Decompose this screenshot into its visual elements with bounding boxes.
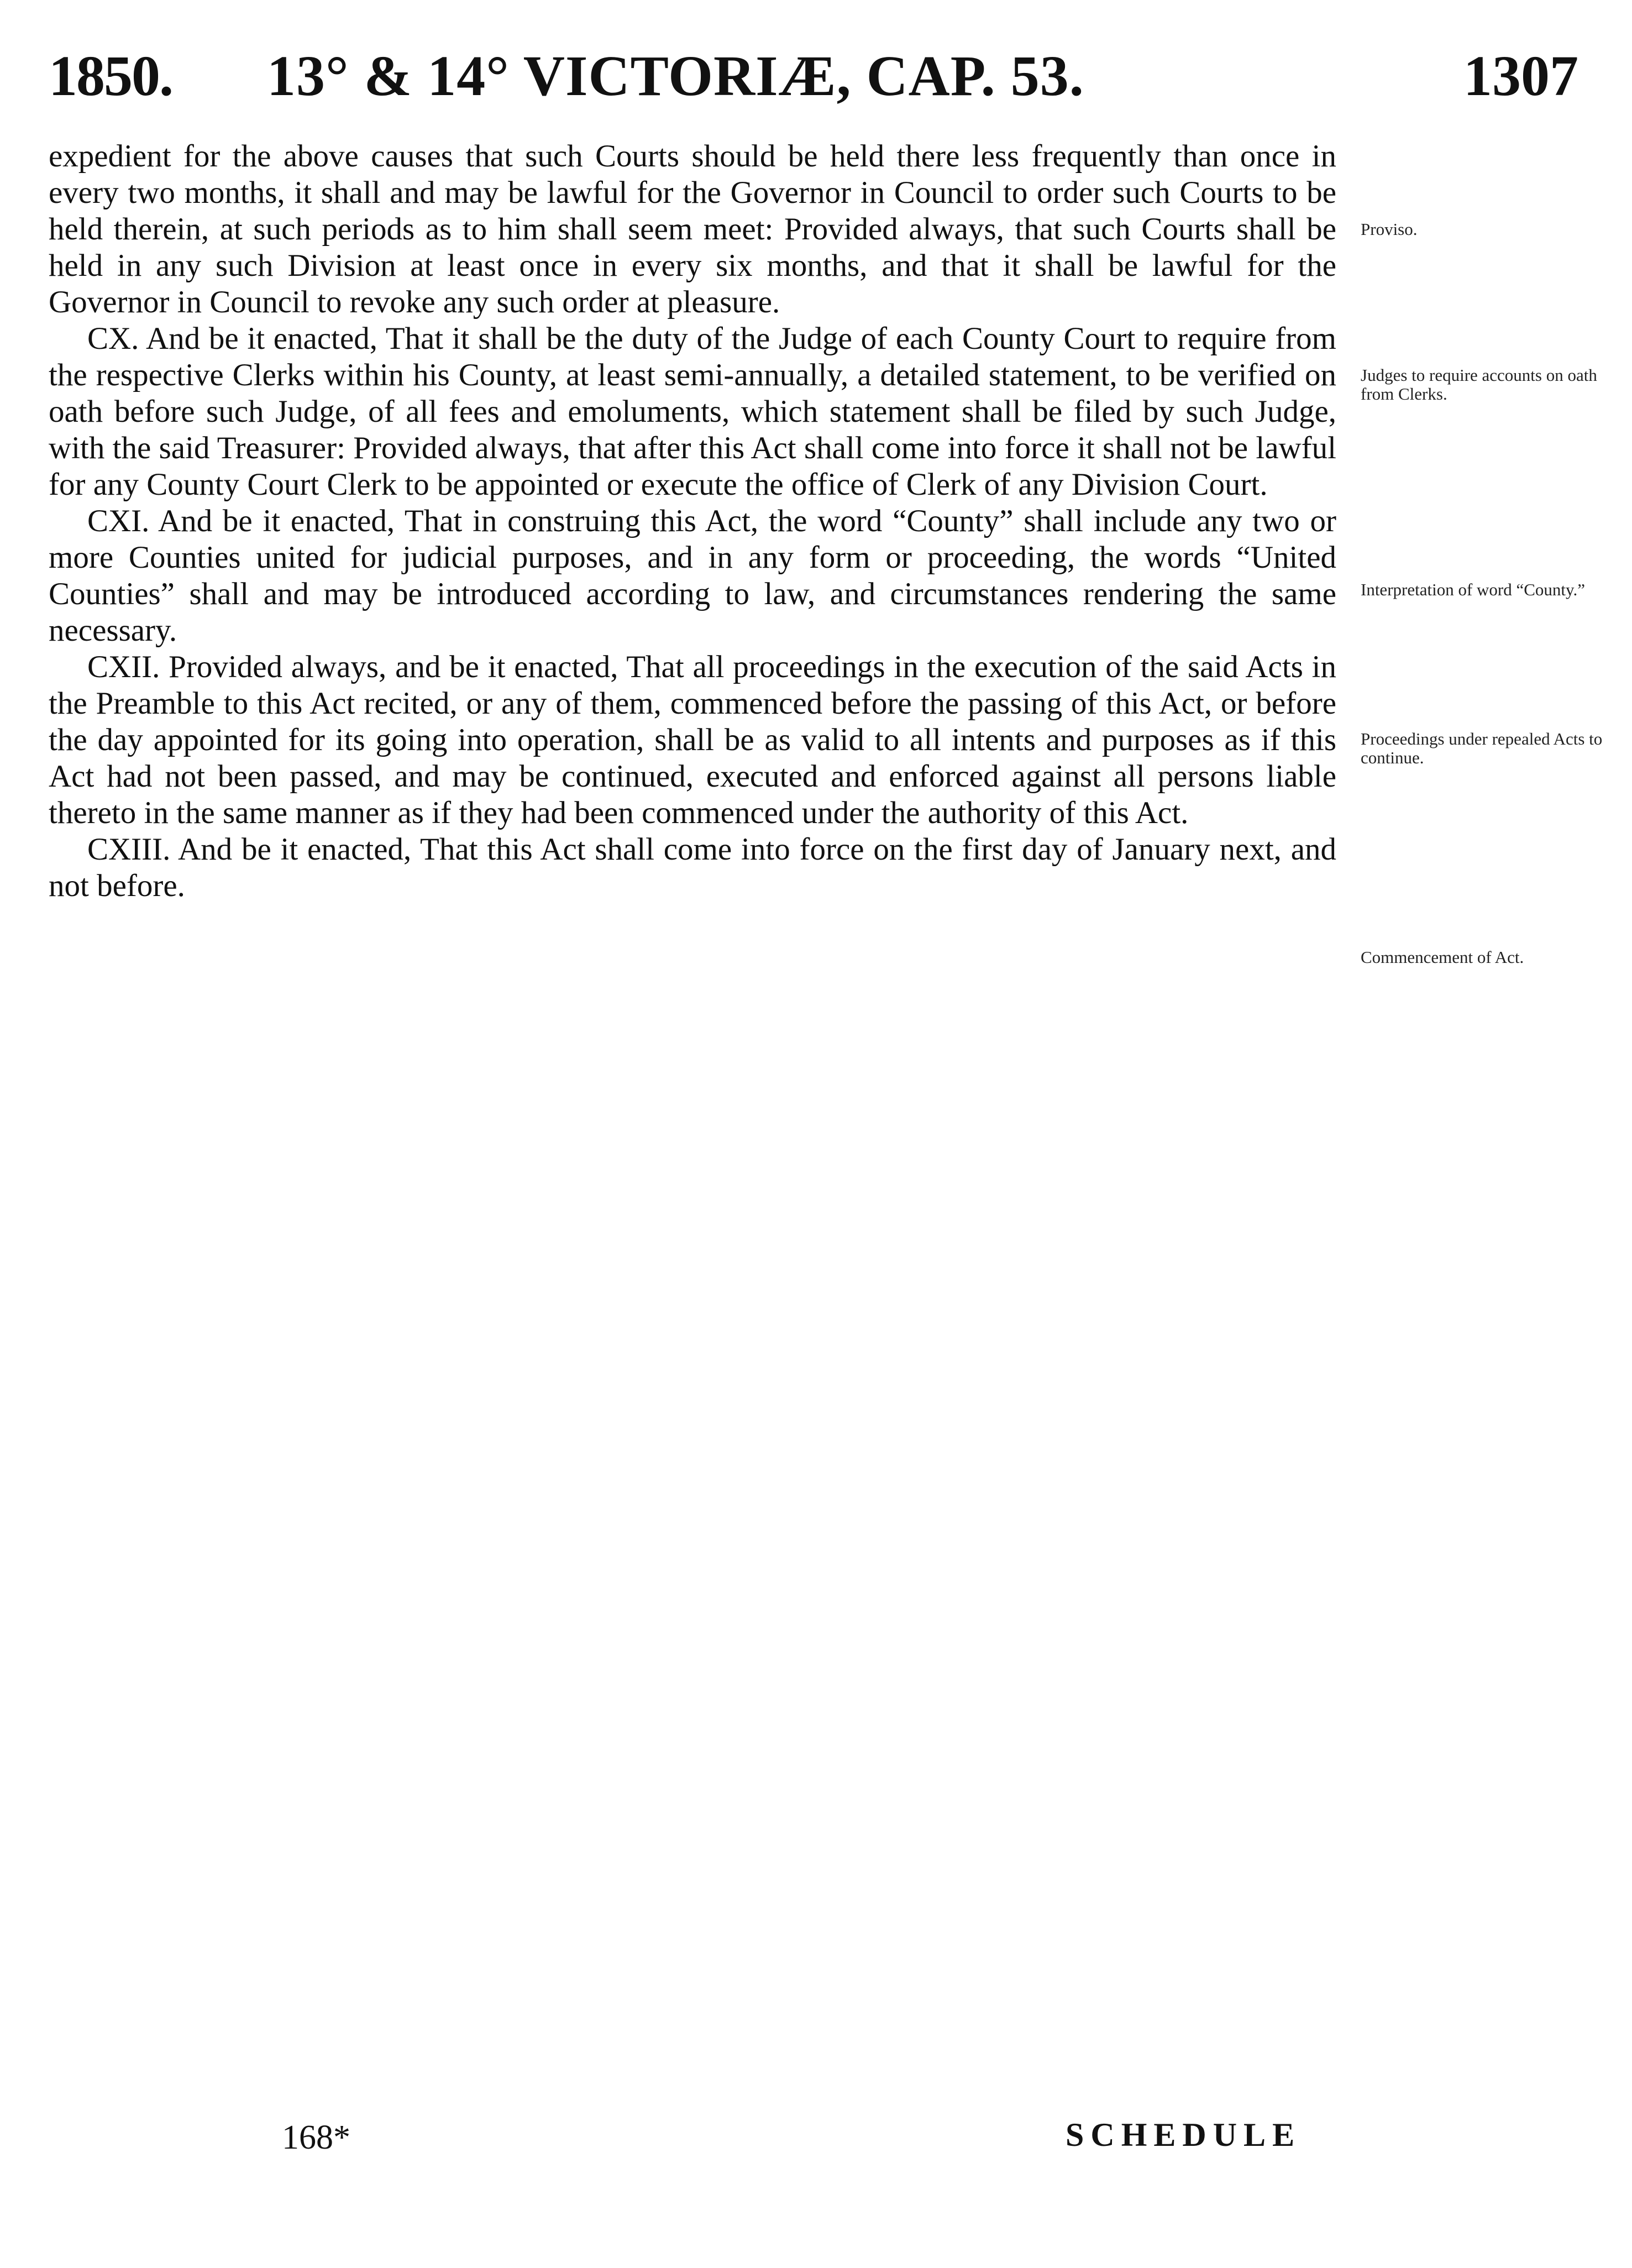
- running-header: [49, 43, 1578, 109]
- marginal-note-judges: Judges to require accounts on oath from Clerks.: [1361, 365, 1597, 404]
- marginal-note-interpretation: Interpretation of word “County.”: [1361, 580, 1586, 599]
- section-cx: CX. And be it enacted, That it shall be the duty of the Judge of each County Court to require from the respective Clerks within his County, at least semi-annually, a detailed statement, to be verified on oath before such Judge, of all fees and emoluments, which statement shall be filed by such Judge, with the said Treasurer: Provided always, that after this Act shall come into force it shall not be lawful for any County Court Clerk to be appointed or execute the office of Clerk of any Division Court.: [49, 321, 1336, 502]
- signature-mark: 168*: [282, 2119, 350, 2156]
- section-cxiii: CXIII. And be it enacted, That this Act shall come into force on the first day of January next, and not before.: [49, 832, 1336, 903]
- section-cxi: CXI. And be it enacted, That in construing this Act, the word “County” shall include any two or more Counties united for judicial purposes, and in any form or proceeding, the words “United Counties” shall and may be introduced according to law, and circumstances rendering the same necessary.: [49, 504, 1336, 648]
- marginal-note-commencement: Commencement of Act.: [1361, 947, 1524, 967]
- catchword: SCHEDULE: [1066, 2117, 1302, 2153]
- header-year: 1850.: [49, 44, 172, 108]
- marginal-note-proviso: Proviso.: [1361, 219, 1418, 239]
- paragraph-continuation: expedient for the above causes that such Courts should be held there less frequently than once in every two months, it shall and may be lawful for the Governor in Council to order such Courts to be held therein, at such periods as to him shall seem meet: Provided always, that such Courts shall be held in any such Division at least once in every six months, and that it shall be lawful for the Governor in Council to revoke any such order at pleasure.: [49, 139, 1336, 319]
- statute-body: [49, 138, 1336, 904]
- section-cxii: CXII. Provided always, and be it enacted, That all proceedings in the execution of the said Acts in the Preamble to this Act recited, or any of them, commenced before the passing of this Act, or before the day appointed for its going into operation, shall be as valid to all intents and purposes as if this Act had not been passed, and may be continued, executed and enforced against all persons liable thereto in the same manner as if they had been commenced under the authority of this Act.: [49, 650, 1336, 830]
- page-number: 1307: [1463, 44, 1578, 108]
- marginal-note-proceedings: Proceedings under repealed Acts to continue.: [1361, 729, 1603, 767]
- header-title: 13° & 14° VICTORIÆ, CAP. 53.: [267, 44, 1084, 108]
